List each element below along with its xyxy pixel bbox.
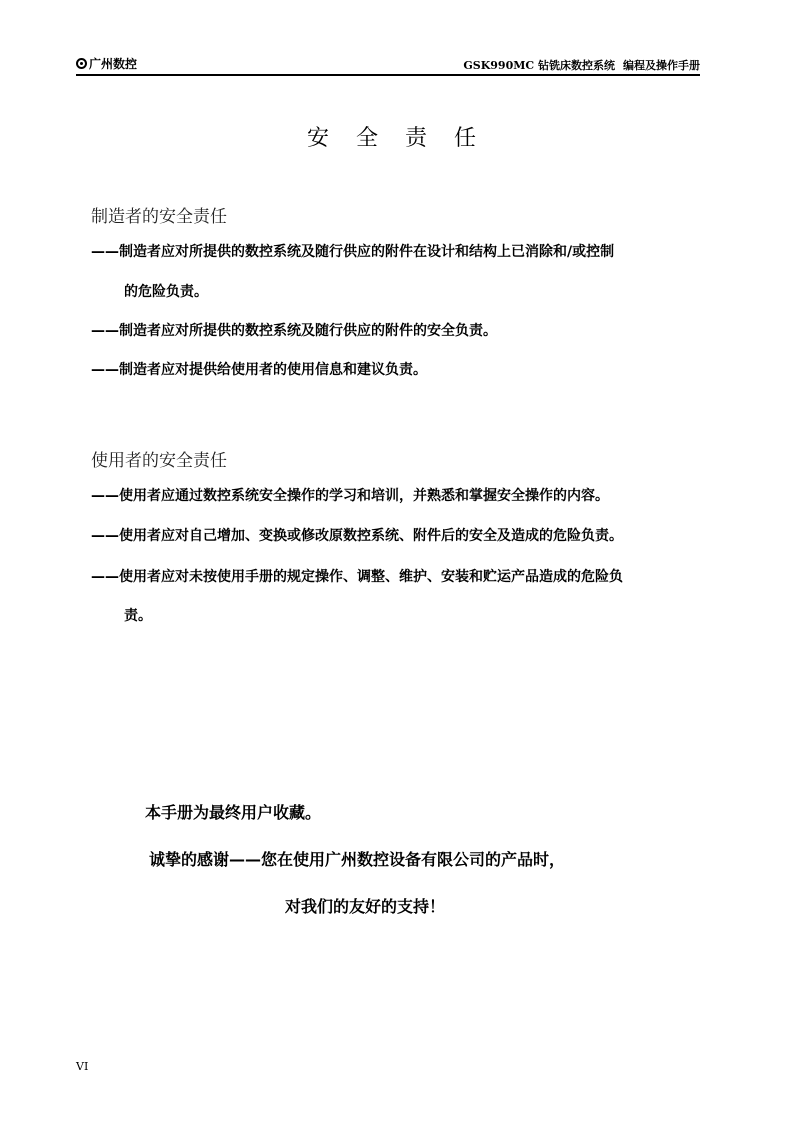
user-heading: 使用者的安全责任 [91, 451, 227, 471]
user-item-2: ——使用者应对自己增加、变换或修改原数控系统、附件后的安全及造成的危险负责。 [91, 528, 623, 544]
user-item-3-cont: 责。 [124, 608, 152, 624]
user-item-3: ——使用者应对未按使用手册的规定操作、调整、维护、安装和贮运产品造成的危险负 [91, 569, 623, 585]
header-model: GSK990MC 钻铣床数控系统 [463, 59, 615, 72]
header-document-title [463, 57, 700, 73]
page-number: VI [76, 1060, 89, 1073]
header-manual: 编程及操作手册 [623, 59, 700, 72]
user-item-1: ——使用者应通过数控系统安全操作的学习和培训，并熟悉和掌握安全操作的内容。 [91, 488, 609, 504]
brand-logo [76, 55, 137, 72]
manufacturer-item-1: ——制造者应对所提供的数控系统及随行供应的附件在设计和结构上已消除和/或控制 [91, 244, 615, 260]
page-title: 安 全 责 任 [307, 126, 486, 151]
closing-line-2: 诚挚的感谢——您在使用广州数控设备有限公司的产品时， [149, 850, 566, 869]
manufacturer-item-1-cont: 的危险负责。 [124, 284, 208, 300]
page-header [76, 52, 700, 76]
closing-line-1: 本手册为最终用户收藏。 [145, 803, 322, 822]
manufacturer-item-3: ——制造者应对提供给使用者的使用信息和建议负责。 [91, 362, 427, 378]
manufacturer-heading: 制造者的安全责任 [91, 207, 227, 227]
manufacturer-item-2: ——制造者应对所提供的数控系统及随行供应的附件的安全负责。 [91, 323, 497, 339]
closing-line-3: 对我们的友好的支持！ [285, 897, 446, 916]
gsk-logo-icon [76, 58, 87, 69]
brand-name: 广州数控 [89, 57, 138, 71]
